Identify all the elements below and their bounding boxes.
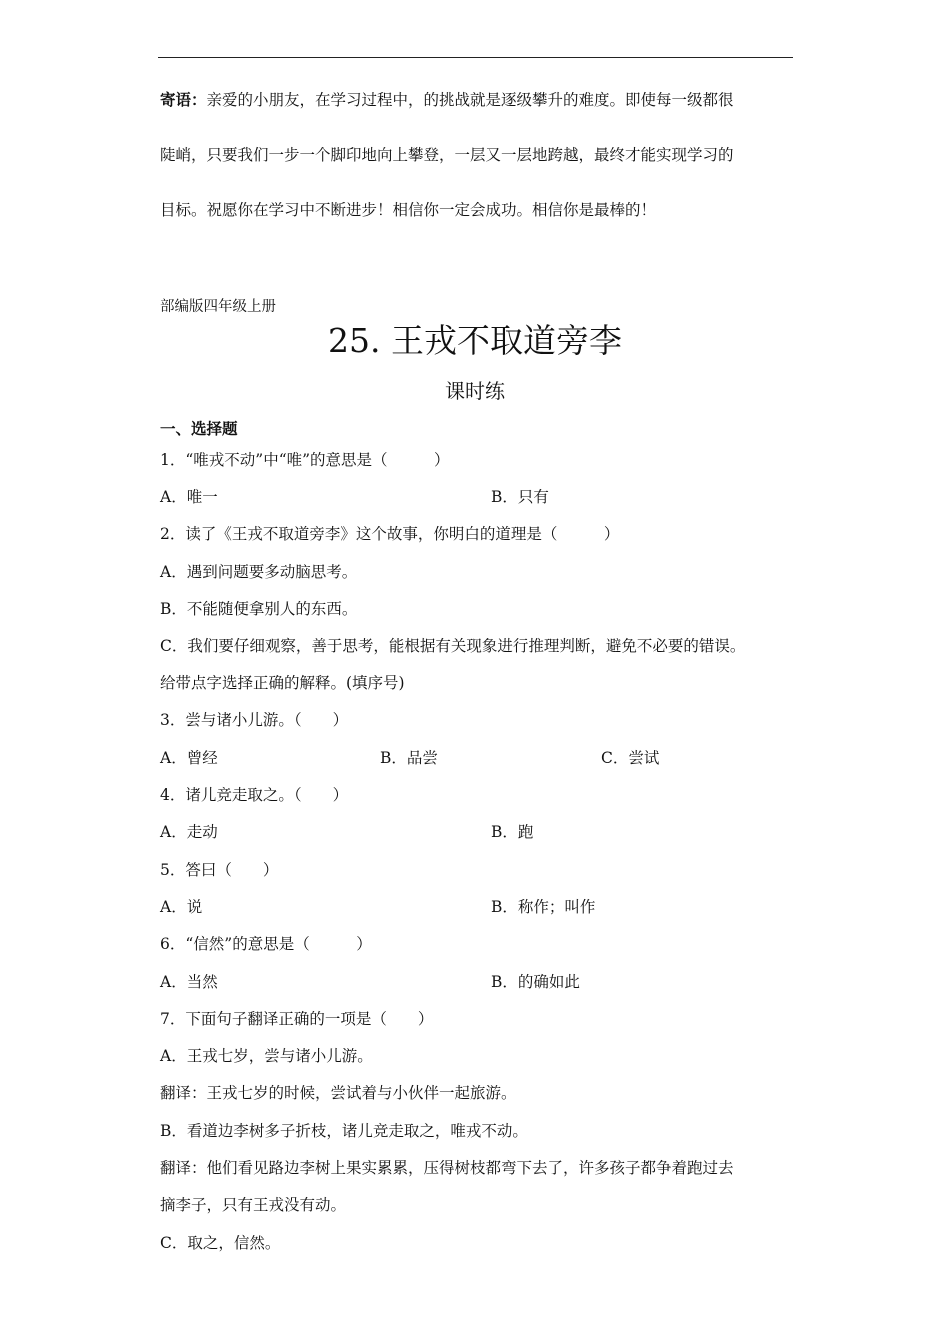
question-5: 5．答曰（ ） xyxy=(160,861,279,879)
q6-option-b: B．的确如此 xyxy=(491,973,580,991)
q7-option-b-translation-2: 摘李子，只有王戎没有动。 xyxy=(160,1196,347,1214)
q7-option-a: A．王戎七岁，尝与诸小儿游。 xyxy=(160,1047,373,1065)
q3-option-b: B．品尝 xyxy=(380,749,438,767)
header-rule xyxy=(158,57,793,58)
q6-option-a: A．当然 xyxy=(160,973,218,991)
section-heading: 一、选择题 xyxy=(160,419,238,438)
question-3: 3．尝与诸小儿游。（ ） xyxy=(160,711,349,729)
q7-option-b-translation-1: 翻译：他们看见路边李树上果实累累，压得树枝都弯下去了，许多孩子都争着跑过去 xyxy=(160,1159,734,1177)
question-7: 7．下面句子翻译正确的一项是（ ） xyxy=(160,1010,434,1028)
q7-option-b: B．看道边李树多子折枝，诸儿竞走取之，唯戎不动。 xyxy=(160,1122,528,1140)
q5-option-b: B．称作；叫作 xyxy=(491,898,596,916)
q5-option-a: A．说 xyxy=(160,898,203,916)
grade-label: 部编版四年级上册 xyxy=(160,299,276,315)
intro-text-1: 亲爱的小朋友，在学习过程中，的挑战就是逐级攀升的难度。即使每一级都很 xyxy=(206,91,734,109)
q2-option-a: A．遇到问题要多动脑思考。 xyxy=(160,563,358,581)
intro-line-3: 目标。祝愿你在学习中不断进步！相信你一定会成功。相信你是最棒的！ xyxy=(160,201,657,219)
intro-line-1 xyxy=(160,90,734,110)
q2-option-b: B．不能随便拿别人的东西。 xyxy=(160,600,358,618)
q7-option-c: C．取之，信然。 xyxy=(160,1234,281,1252)
page-title: 25. 王戎不取道旁李 xyxy=(328,321,622,360)
question-1: 1．“唯戎不动”中“唯”的意思是（ ） xyxy=(160,451,450,469)
q1-option-a: A．唯一 xyxy=(160,488,218,506)
question-2: 2．读了《王戎不取道旁李》这个故事，你明白的道理是（ ） xyxy=(160,525,620,543)
q7-option-a-translation: 翻译：王戎七岁的时候，尝试着与小伙伴一起旅游。 xyxy=(160,1084,517,1102)
q2-option-c: C．我们要仔细观察，善于思考，能根据有关现象进行推理判断，避免不必要的错误。 xyxy=(160,637,746,655)
q3-option-a: A．曾经 xyxy=(160,749,218,767)
intro-line-2: 陡峭，只要我们一步一个脚印地向上攀登，一层又一层地跨越，最终才能实现学习的 xyxy=(160,146,734,164)
page-subtitle: 课时练 xyxy=(445,379,505,403)
q4-option-b: B．跑 xyxy=(491,823,534,841)
q3-option-c: C．尝试 xyxy=(601,749,660,767)
q4-option-a: A．走动 xyxy=(160,823,218,841)
instruction: 给带点字选择正确的解释。(填序号) xyxy=(160,674,405,692)
q1-option-b: B．只有 xyxy=(491,488,549,506)
question-6: 6．“信然”的意思是（ ） xyxy=(160,935,372,953)
intro-label: 寄语： xyxy=(160,90,207,109)
question-4: 4．诸儿竞走取之。（ ） xyxy=(160,786,349,804)
